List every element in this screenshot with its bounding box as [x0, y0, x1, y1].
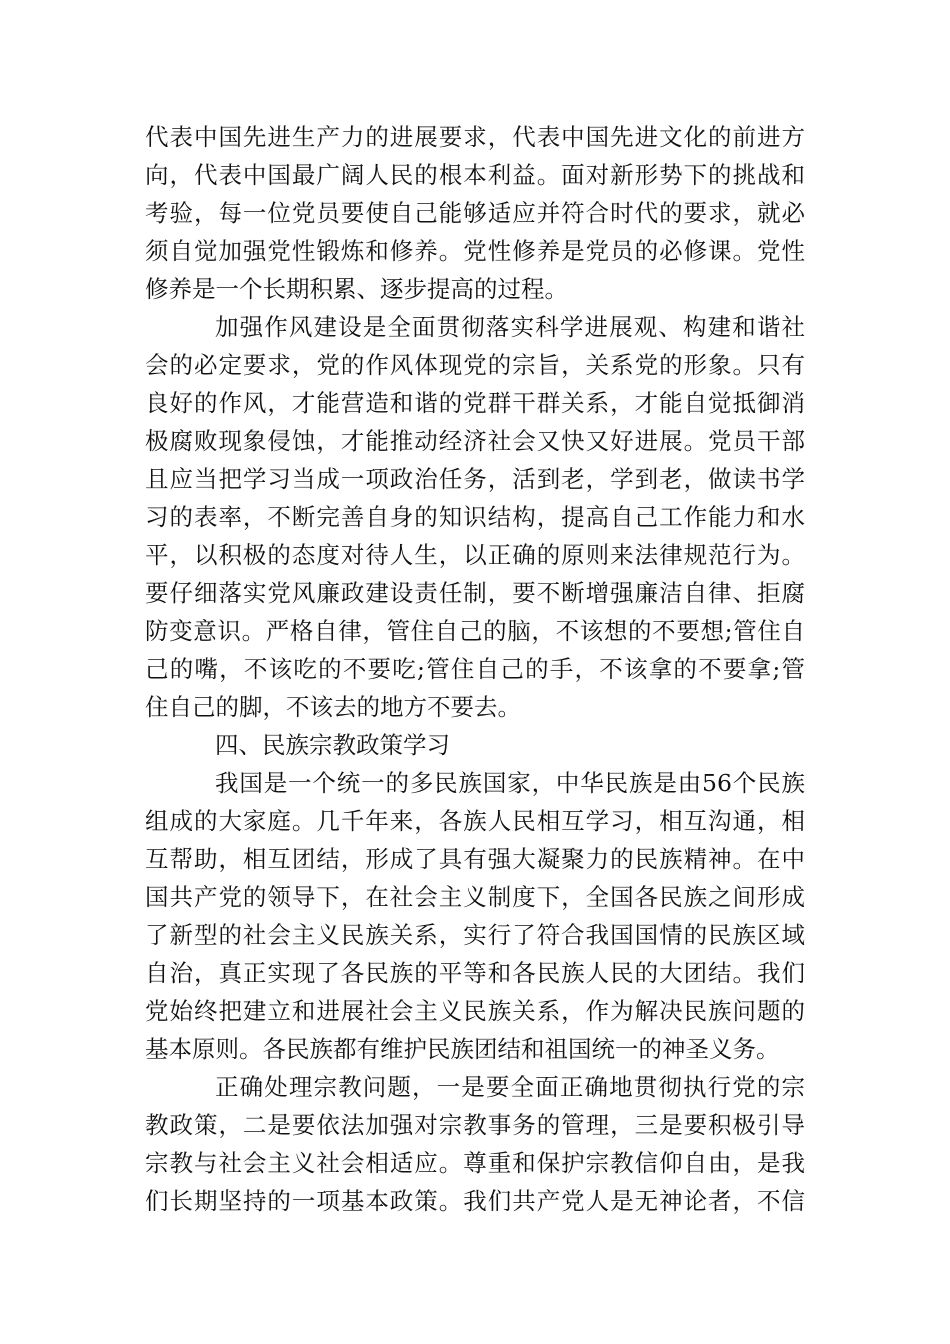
text-line: 代表中国先进生产力的进展要求，代表中国先进文化的前进方	[145, 123, 805, 151]
text-line: 要仔细落实党风廉政建设责任制，要不断增强廉洁自律、拒腐	[145, 579, 805, 607]
text-line: 平，以积极的态度对待人生，以正确的原则来法律规范行为。	[145, 541, 805, 569]
text-line: 良好的作风，才能营造和谐的党群干群关系，才能自觉抵御消	[145, 389, 805, 417]
text-line: 自治，真正实现了各民族的平等和各民族人民的大团结。我们	[145, 959, 805, 987]
text-line: 教政策，二是要依法加强对宗教事务的管理，三是要积极引导	[145, 1111, 805, 1139]
text-line: 己的嘴，不该吃的不要吃;管住自己的手，不该拿的不要拿;管	[145, 655, 805, 683]
text-line: 极腐败现象侵蚀，才能推动经济社会又快又好进展。党员干部	[145, 427, 805, 455]
text-line: 防变意识。严格自律，管住自己的脑，不该想的不要想;管住自	[145, 617, 805, 645]
text-line: 加强作风建设是全面贯彻落实科学进展观、构建和谐社	[215, 313, 805, 341]
text-line: 向，代表中国最广阔人民的根本利益。面对新形势下的挑战和	[145, 161, 805, 189]
text-line: 正确处理宗教问题，一是要全面正确地贯彻执行党的宗	[215, 1073, 805, 1101]
text-line: 住自己的脚，不该去的地方不要去。	[145, 693, 521, 721]
document-body	[145, 118, 805, 1220]
text-line: 须自觉加强党性锻炼和修养。党性修养是党员的必修课。党性	[145, 237, 805, 265]
text-line: 宗教与社会主义社会相适应。尊重和保护宗教信仰自由，是我	[145, 1149, 805, 1177]
text-line: 且应当把学习当成一项政治任务，活到老，学到老，做读书学	[145, 465, 805, 493]
text-line: 互帮助，相互团结，形成了具有强大凝聚力的民族精神。在中	[145, 845, 805, 873]
text-line: 国共产党的领导下，在社会主义制度下，全国各民族之间形成	[145, 883, 805, 911]
text-line: 基本原则。各民族都有维护民族团结和祖国统一的神圣义务。	[145, 1035, 780, 1063]
text-line: 组成的大家庭。几千年来，各族人民相互学习，相互沟通，相	[145, 807, 805, 835]
paragraph	[145, 1068, 805, 1220]
paragraph	[145, 764, 805, 1068]
text-line: 们长期坚持的一项基本政策。我们共产党人是无神论者，不信	[145, 1187, 805, 1215]
text-line: 修养是一个长期积累、逐步提高的过程。	[145, 275, 568, 303]
text-line: 党始终把建立和进展社会主义民族关系，作为解决民族问题的	[145, 997, 805, 1025]
paragraph	[145, 308, 805, 726]
text-line: 了新型的社会主义民族关系，实行了符合我国国情的民族区域	[145, 921, 805, 949]
heading-text: 四、民族宗教政策学习	[215, 731, 450, 759]
text-line: 考验，每一位党员要使自己能够适应并符合时代的要求，就必	[145, 199, 805, 227]
paragraph	[145, 118, 805, 308]
text-line: 习的表率，不断完善自身的知识结构，提高自己工作能力和水	[145, 503, 805, 531]
text-line: 会的必定要求，党的作风体现党的宗旨，关系党的形象。只有	[145, 351, 805, 379]
section-heading	[145, 726, 805, 764]
text-line: 我国是一个统一的多民族国家，中华民族是由56个民族	[215, 769, 805, 797]
